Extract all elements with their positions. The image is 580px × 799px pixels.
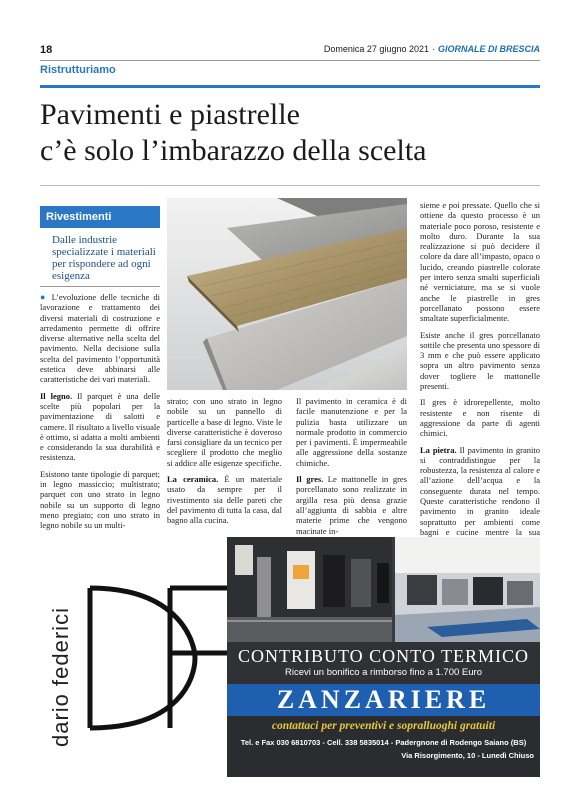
lead-in-stone: La pietra. xyxy=(420,444,457,455)
bullet-icon: ● xyxy=(40,292,48,302)
article-subhead: Dalle industrie specializzate i materiali per rispondere ad ogni esigenza xyxy=(52,234,156,282)
article-column-4 xyxy=(420,200,540,574)
lead-in-ceramic: La ceramica. xyxy=(167,474,219,485)
page-header xyxy=(40,44,540,58)
paragraph-text: Il pavimento in granito si contraddistingue per la robustezza, la resistenza al calore e all’azione dell’acqua e la conseguente durata nel tempo. Queste caratteristiche rendono il pavimento in granito ideale soprattutto per ambienti come bagni e cucine mentre la sua xyxy=(420,444,540,537)
promo-band-zanzariere: ZANZARIERE xyxy=(227,684,540,716)
headline-divider xyxy=(40,185,540,186)
subhead-divider xyxy=(40,286,160,287)
contact-address: Via Risorgimento, 10 - Lunedì Chiuso xyxy=(401,751,534,760)
contact-phones: Tel. e Fax 030 6810703 - Cell. 338 5835014 - Padergnone di Rodengo Saiano (BS) xyxy=(240,738,527,747)
lead-in-gres: Il gres. xyxy=(296,474,324,485)
contact-cta: contattaci per preventivi e sopralluoghi gratuiti xyxy=(271,720,496,732)
page-number: 18 xyxy=(40,44,53,56)
intro-text: L’evoluzione delle tecniche di lavorazione e trattamento dei diversi materiali di costruzione e arredamento permette di offrire diverse alternative nella scelta del pavimento. Nella decisione sulla scelta del pavimento l’opportunità estetica deve abbinarsi alle caratteristiche dei vari materiali. xyxy=(40,292,160,385)
showroom-illustration xyxy=(227,537,540,642)
article-column-2 xyxy=(167,396,282,532)
newspaper-name: GIORNALE DI BRESCIA xyxy=(437,44,540,54)
tiles-photo xyxy=(167,198,407,390)
headline-line-2: c’è solo l’imbarazzo della scelta xyxy=(40,134,427,167)
brand-name: dario federici xyxy=(48,607,73,747)
paragraph-text: È un materiale usato da sempre per il rivestimento sia delle pareti che del pavimento di tutta la casa, dal bagno alla cucina. xyxy=(167,474,283,526)
issue-date: Domenica 27 giugno 2021 xyxy=(323,44,429,54)
paragraph: Esistono tante tipologie di parquet; in legno massiccio; multistrato; parquet con uno strato in legno nobile su un supporto di legno meno pregiato; con uno strato in legno nobile su un multi- xyxy=(40,468,160,531)
df-monogram-logo xyxy=(80,583,250,733)
paragraph: sieme e poi pressate. Quello che si ottiene da questo processo è un materiale poco poroso, resistente e molto duro. Durante la sua realizzazione si può decidere il colore da dare all’impasto, opaco o lucido, creando piastrelle colorate per intero senza smalti superficiali né verniciature, ma se si vuole anche le piastrelle in gres porcellanato possono essere smaltate superficialmente. xyxy=(420,200,540,324)
paragraph: Il gres è idrorepellente, molto resistente e non risente di aggressione da parte di agenti chimici. xyxy=(420,397,540,439)
tiles-illustration xyxy=(167,198,407,390)
promo-subtitle: Ricevi un bonifico a rimborso fino a 1.700 Euro xyxy=(285,667,482,678)
article-headline xyxy=(40,97,540,169)
paragraph-text: Il parquet è una delle scelte più popolari per la pavimentazione di salotti e camere. Il risultato a livello visuale è ottimo, si adatta a molti ambienti e considerando la sua durabilità e resistenza. xyxy=(40,390,160,463)
ad-brand-panel xyxy=(40,537,225,777)
paragraph xyxy=(167,474,282,525)
article-column-1 xyxy=(40,292,160,537)
paragraph-text: Le mattonelle in gres porcellanato sono realizzate in argilla resa più densa grazie all’aggiunta di sabbia e altre materie prime che vengono macinate in- xyxy=(296,474,407,536)
article-column-3 xyxy=(296,396,407,542)
section-bar xyxy=(40,60,540,88)
paragraph xyxy=(296,474,407,536)
contact-band[interactable] xyxy=(227,716,540,777)
paragraph: Il pavimento in ceramica è di facile manutenzione e per la pulizia basta utilizzare un normale prodotto in commercio per i pavimenti. È impermeabile alle aggressione della sostanze chimiche. xyxy=(296,396,407,468)
paragraph: Esiste anche il gres porcellanato sottile che presenta uno spessore di 3 mm e che può essere applicato sopra un altro pavimento senza dover togliere le mattonelle presenti. xyxy=(420,329,540,392)
dateline-separator: · xyxy=(431,44,435,54)
ad-showroom-photos xyxy=(227,537,540,642)
advertisement[interactable] xyxy=(40,537,540,777)
paragraph xyxy=(40,391,160,463)
dateline xyxy=(324,44,540,54)
paragraph xyxy=(40,292,160,385)
promo-band-conto-termico xyxy=(227,642,540,684)
lead-in-wood: Il legno. xyxy=(40,390,73,401)
promo-title: CONTRIBUTO CONTO TERMICO xyxy=(237,646,530,666)
section-label: Ristrutturiamo xyxy=(40,64,116,76)
paragraph: strato; con uno strato in legno nobile su un pannello di particelle a base di legno. Viste le diverse caratteristiche è doveroso farsi consigliare da un tecnico per scegliere il prodotto che meglio si addice alle esigenze specifiche. xyxy=(167,396,282,468)
headline-line-1: Pavimenti e piastrelle xyxy=(40,98,300,131)
rubric-label: Rivestimenti xyxy=(40,206,160,228)
